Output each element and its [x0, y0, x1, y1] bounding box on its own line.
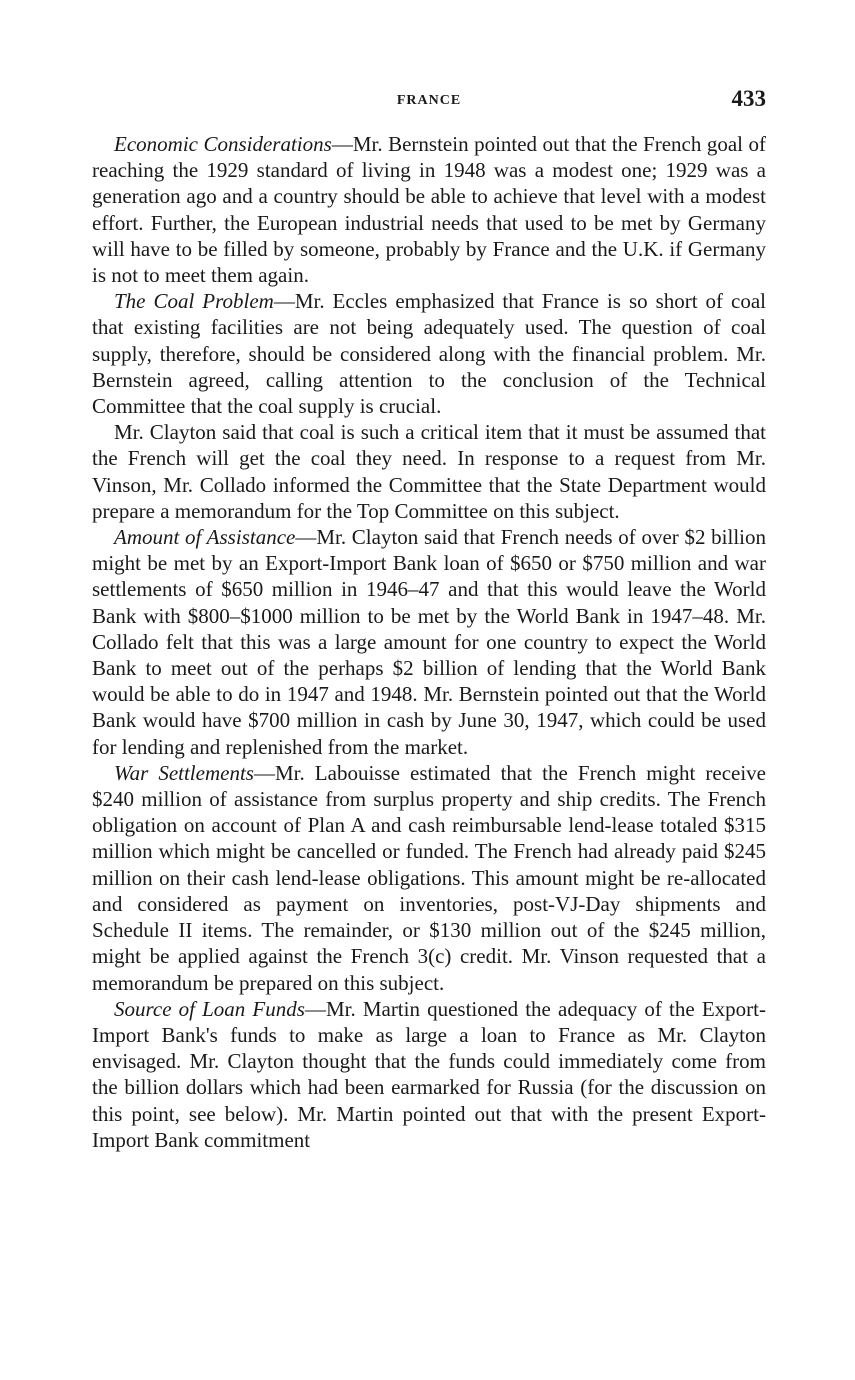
paragraph-text: —Mr. Clayton said that French needs of over $2 billion might be met by an Export-Import Bank loan of $650 or $750 million and war settlements of $650 million in 1946–47 and that this would leave the World Bank with $800–$1000 million to be met by the World Bank in 1947–48. Mr. Collado felt that this was a large amount for one country to expect the World Bank to meet out of the perhaps $2 billion of lending that the World Bank would be able to do in 1947 and 1948. Mr. Bernstein pointed out that the World Bank would have $700 million in cash by June 30, 1947, which could be used for lending and replenished from the market.: [92, 525, 766, 759]
paragraph-source-of-loan-funds: [92, 996, 766, 1153]
paragraph-text: —Mr. Bernstein pointed out that the French goal of reaching the 1929 standard of living in 1948 was a modest one; 1929 was a generation ago and a country should be able to achieve that level with a modest effort. Further, the European industrial needs that used to be met by Germany will have to be filled by someone, probably by France and the U.K. if Germany is not to meet them again.: [92, 132, 766, 288]
paragraph-war-settlements: [92, 760, 766, 996]
paragraph-lead: Source of Loan Funds: [114, 996, 305, 1021]
paragraph-text: —Mr. Martin questioned the adequacy of the Export-Import Bank's funds to make as large a loan to France as Mr. Clayton envisaged. Mr. Clayton thought that the funds could immediately come from the billion dollars which had been earmarked for Russia (for the discussion on this point, see below). Mr. Martin pointed out that with the present Export-Import Bank commitment: [92, 996, 766, 1152]
page-number: 433: [731, 86, 766, 111]
paragraph-coal-problem: [92, 288, 766, 419]
paragraph-amount-of-assistance: [92, 524, 766, 760]
paragraph-text: —Mr. Labouisse estimated that the French might receive $240 million of assistance from surplus property and ship credits. The French obligation on account of Plan A and cash reimbursable lend-lease totaled $315 million which might be cancelled or funded. The French had already paid $245 million on their cash lend-lease obligations. This amount might be re-allocated and considered as payment on inventories, post-VJ-Day shipments and Schedule II items. The remainder, or $130 million out of the $245 million, might be applied against the French 3(c) credit. Mr. Vinson requested that a memorandum be prepared on this subject.: [92, 760, 766, 995]
paragraph-text: —Mr. Eccles emphasized that France is so short of coal that existing facilities are not being adequately used. The question of coal supply, therefore, should be considered along with the financial problem. Mr. Bernstein agreed, calling attention to the conclusion of the Technical Committee that the coal supply is crucial.: [92, 289, 766, 419]
body-text: [92, 131, 766, 1153]
paragraph-lead: Economic Considerations: [114, 132, 332, 156]
paragraph-coal-need: [92, 419, 766, 524]
running-title: FRANCE: [396, 93, 462, 108]
paragraph-lead: Amount of Assistance: [114, 525, 296, 550]
paragraph-lead: The Coal Problem: [114, 289, 274, 314]
running-header: [92, 86, 766, 116]
paragraph-lead: War Settlements: [114, 760, 254, 785]
paragraph-economic-considerations: [92, 131, 766, 288]
paragraph-text: Mr. Clayton said that coal is such a critical item that it must be assumed that the French will get the coal they need. In response to a request from Mr. Vinson, Mr. Collado informed the Committee that the State Department would prepare a memorandum for the Top Committee on this subject.: [92, 420, 766, 523]
